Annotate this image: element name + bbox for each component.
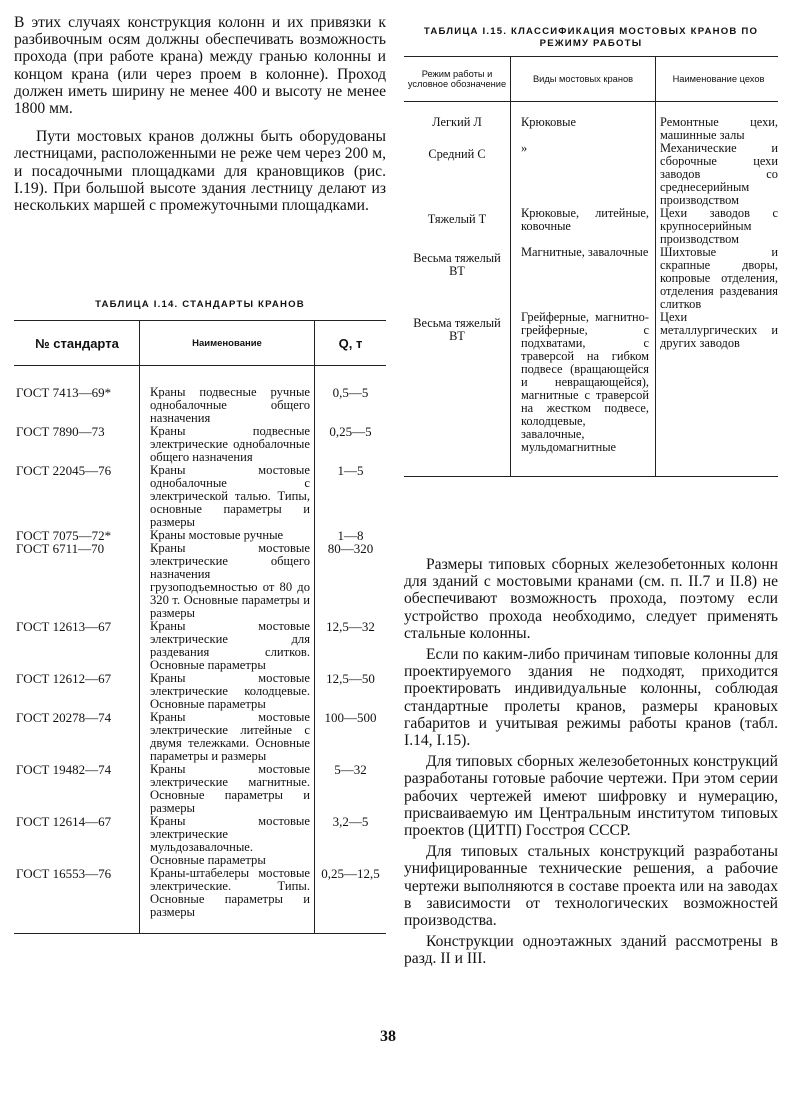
standard-number-cell: ГОСТ 19482—74	[16, 762, 112, 777]
table-row	[14, 711, 386, 763]
standard-name-cell: Краны-штабелеры мостовые электрические. Типы. Основные параметры и размеры	[140, 867, 315, 934]
shops-cell: Механические и сборочные цехи заводов со среднесерийным производством	[660, 141, 778, 207]
standard-number-cell: ГОСТ 12612—67	[16, 671, 112, 686]
table-row	[14, 867, 386, 934]
shops-cell: Цехи заводов с крупносерийным производством	[660, 206, 778, 246]
paragraph: Размеры типовых сборных железобетонных колонн для зданий с мостовыми кранами (см. п. II.7 и II.8) не обеспечивают возможность прохода, поэтому если устройство прохода необходимо, следует применять стальные колонны.	[404, 556, 778, 642]
table-row	[404, 246, 778, 311]
paragraph: Для типовых стальных конструкций разработаны унифицированные технические решения, а рабочие чертежи выполняются в составе проекта или на заводах в зависимости от технологических возможностей производства.	[404, 843, 778, 930]
column-header: Q, т	[315, 321, 387, 366]
standard-number-cell: ГОСТ 6711—70	[16, 541, 105, 556]
capacity-cell: 0,25—5	[329, 424, 372, 439]
crane-kinds-cell: Крюковые	[511, 102, 656, 143]
crane-classification-table	[404, 56, 778, 477]
standard-number-cell: ГОСТ 7890—73	[16, 424, 105, 439]
standard-name-cell: Краны подвесные ручные однобалочные общего назначения	[140, 366, 315, 426]
table-caption: ТАБЛИЦА I.14. СТАНДАРТЫ КРАНОВ	[95, 299, 305, 310]
crane-kinds-cell: »	[511, 142, 656, 207]
capacity-cell: 3,2—5	[332, 814, 369, 829]
capacity-cell: 12,5—50	[326, 671, 375, 686]
capacity-cell: 0,25—12,5	[315, 867, 387, 934]
mode-cell: Тяжелый Т	[427, 212, 487, 226]
standard-number-cell: ГОСТ 12613—67	[16, 619, 112, 634]
table-caption: ТАБЛИЦА I.15. КЛАССИФИКАЦИЯ МОСТОВЫХ КРАНОВ ПО РЕЖИМУ РАБОТЫ	[423, 26, 759, 49]
right-column-text	[404, 556, 778, 968]
paragraph: Конструкции одноэтажных зданий рассмотрены в разд. II и III.	[404, 933, 778, 968]
capacity-cell: 1—5	[337, 463, 364, 478]
capacity-cell: 12,5—32	[326, 619, 375, 634]
standard-name-cell: Краны мостовые электрические для раздевания слитков. Основные параметры	[140, 620, 315, 672]
capacity-cell: 5—32	[334, 762, 367, 777]
column-header: Наименование цехов	[656, 57, 779, 102]
mode-cell: Весьма тяжелый ВТ	[413, 251, 501, 278]
table-row	[14, 672, 386, 711]
standard-name-cell: Краны подвесные электрические однобалочные общего назначения	[140, 425, 315, 464]
capacity-cell: 0,5—5	[332, 385, 369, 400]
crane-standards-table	[14, 320, 386, 934]
column-header: № стандарта	[14, 321, 140, 366]
standard-number-cell: ГОСТ 7413—69*	[16, 385, 112, 400]
standard-name-cell: Краны мостовые электрические магнитные. Основные параметры и размеры	[140, 763, 315, 815]
standard-name-cell: Краны мостовые электрические колодцевые. Основные параметры	[140, 672, 315, 711]
standard-name-cell: Краны мостовые ручные	[140, 529, 315, 542]
paragraph: Пути мостовых кранов должны быть оборудованы лестницами, расположенными не реже чем через 200 м, и посадочными площадками для крановщиков (рис. I.19). При большой высоте здания лестницу делают из нескольких маршей с промежуточными площадками.	[14, 128, 386, 215]
left-column-text	[14, 14, 386, 214]
standard-name-cell: Краны мостовые электрические общего назначения грузоподъемностью от 80 до 320 т. Основные параметры и размеры	[140, 542, 315, 620]
standard-number-cell: ГОСТ 16553—76	[14, 867, 140, 934]
table-row	[404, 142, 778, 207]
table-row	[404, 102, 778, 143]
standard-number-cell: ГОСТ 20278—74	[16, 710, 112, 725]
paragraph: В этих случаях конструкция колонн и их привязки к разбивочным осям должны обеспечивать возможность прохода (при работе крана) между гранью колонны и концом крана (или через проем в колонне). Проход должен иметь ширину не менее 400 и высоту не менее 1800 мм.	[14, 14, 386, 118]
crane-kinds-cell: Грейферные, магнитно-грейферные, с подхватами, с траверсой на гибком подвесе (вращающейся и невращающейся), магнитные с траверсой на жестком подвесе, колодцевые, завалочные, мульдомагнитные	[511, 311, 656, 477]
capacity-cell: 80—320	[327, 541, 374, 556]
mode-cell: Весьма тяжелый ВТ	[404, 311, 511, 477]
table-row	[14, 620, 386, 672]
table-row	[14, 464, 386, 529]
standard-number-cell: ГОСТ 12614—67	[16, 814, 112, 829]
mode-cell: Средний С	[428, 147, 486, 161]
shops-cell: Цехи металлургических и других заводов	[656, 311, 779, 477]
capacity-cell: 1—8	[337, 528, 364, 543]
column-header: Виды мостовых кранов	[511, 57, 656, 102]
paragraph: Если по каким-либо причинам типовые колонны для проектируемого здания не подходят, приходится проектировать индивидуальные колонны, соблюдая стандартные пролеты кранов, размеры крановых габаритов и учитывая режимы работы кранов (табл. I.14, I.15).	[404, 646, 778, 750]
paragraph: Для типовых сборных железобетонных конструкций разработаны готовые рабочие чертежи. При этом серии рабочих чертежей имеют шифровку и нумерацию, присваиваемую им Центральным институтом типовых проектов (ЦИТП) Госстроя СССР.	[404, 753, 778, 840]
table-row	[14, 763, 386, 815]
table-row	[404, 311, 778, 477]
standard-name-cell: Краны мостовые электрические мульдозавалочные. Основные параметры	[140, 815, 315, 867]
table-row	[14, 425, 386, 464]
shops-cell: Ремонтные цехи, машинные залы	[660, 115, 778, 142]
standard-number-cell: ГОСТ 7075—72*	[16, 528, 112, 543]
standard-name-cell: Краны мостовые однобалочные с электрической талью. Типы, основные параметры и размеры	[140, 464, 315, 529]
table-row	[14, 815, 386, 867]
page-number: 38	[380, 1028, 396, 1045]
column-header: Наименование	[140, 321, 315, 366]
shops-cell: Шихтовые и скрапные дворы, копровые отделения, отделения раздевания слитков	[660, 245, 778, 311]
table-row	[14, 366, 386, 426]
capacity-cell: 100—500	[324, 710, 377, 725]
crane-kinds-cell: Магнитные, завалочные	[511, 246, 656, 311]
mode-cell: Легкий Л	[432, 115, 482, 129]
column-header: Режим работы и условное обозначение	[404, 57, 511, 102]
table-row	[14, 542, 386, 620]
standard-name-cell: Краны мостовые электрические литейные с двумя тележками. Основные параметры и размеры	[140, 711, 315, 763]
standard-number-cell: ГОСТ 22045—76	[16, 463, 112, 478]
table-row	[404, 207, 778, 246]
crane-kinds-cell: Крюковые, литейные, ковочные	[511, 207, 656, 246]
